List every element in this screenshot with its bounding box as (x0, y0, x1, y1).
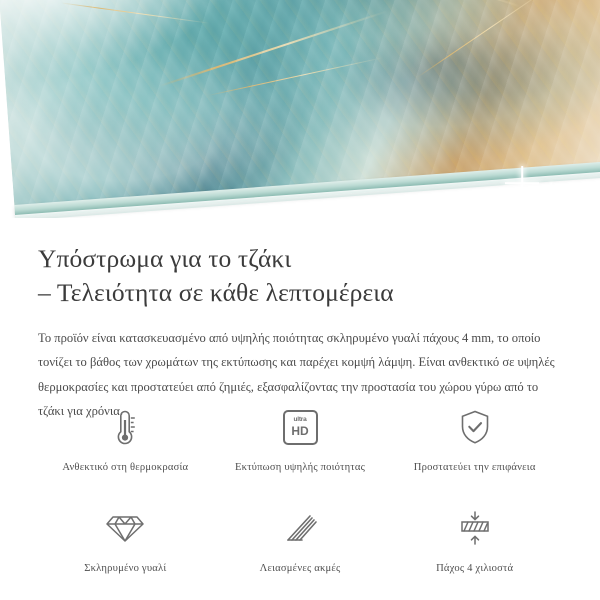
headline-line-1: Υπόστρωμα για το τζάκι (38, 244, 292, 273)
feature-grid (38, 404, 562, 576)
diamond-icon (105, 505, 145, 551)
feature-item-thickness (387, 505, 562, 576)
polished-edges-icon (280, 505, 320, 551)
gold-vein-icon (159, 10, 388, 87)
feature-item-temperature (38, 404, 213, 475)
gold-vein-icon (208, 57, 384, 96)
feature-row-2 (38, 505, 562, 576)
feature-label: Προστατεύει την επιφάνεια (413, 462, 536, 473)
feature-label: Ανθεκτικό στη θερμοκρασία (62, 462, 189, 473)
feature-item-polished-edges (213, 505, 388, 576)
description-paragraph: Το προϊόν είναι κατασκευασμένο από υψηλής ποιότητας σκληρυμένο γυαλί πάχους 4 mm, το οποίο τονίζει το βάθος των χρωμάτων της εκτύπωσης και παρέχει κομψή λάμψη. Είναι ανθεκτικό σε υψηλές θερμοκρασίες και προστατεύει από ζημιές, εξασφαλίζοντας την προστασία του χώρου γύρω από το τζάκι για χρόνια. (38, 331, 555, 418)
gold-vein-icon (333, 0, 524, 9)
gold-vein-icon (61, 2, 210, 23)
badge-main-text: HD (291, 423, 309, 438)
hero-image (0, 0, 600, 218)
thermometer-icon (107, 404, 143, 450)
shield-check-icon (457, 404, 493, 450)
feature-label: Σκληρυμένο γυαλί (84, 562, 167, 574)
feature-label: Λειασμένες ακμές (259, 562, 341, 574)
feature-item-tempered-glass (38, 505, 213, 576)
headline-line-2: – Τελειότητα σε κάθε λεπτομέρεια (38, 278, 394, 308)
thickness-gauge-icon (455, 505, 495, 551)
badge-top-text: ultra (293, 416, 307, 424)
feature-label: Πάχος 4 χιλιοστά (436, 562, 514, 574)
hero-image-inner (0, 0, 600, 218)
feature-item-surface-protection (387, 404, 562, 475)
feature-label: Εκτύπωση υψηλής ποιότητας (235, 462, 365, 473)
page-title (38, 218, 562, 310)
ultra-hd-badge-icon (283, 404, 318, 450)
gold-vein-icon (416, 0, 549, 78)
feature-item-print-quality (213, 404, 388, 475)
feature-row-1 (38, 404, 562, 475)
description-content (0, 218, 600, 423)
